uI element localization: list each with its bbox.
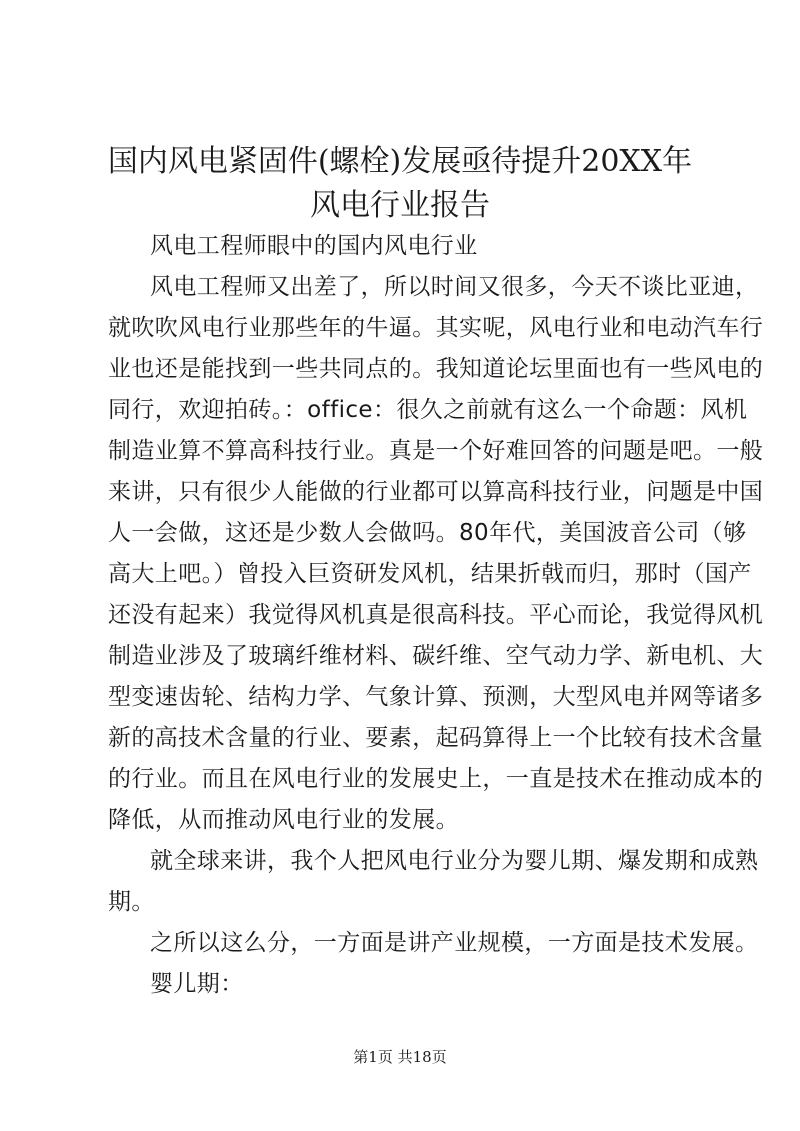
body-line: 型变速齿轮、结构力学、气象计算、预测，大型风电并网等诸多 [108,684,764,710]
body-line: 风电工程师又出差了，所以时间又很多，今天不谈比亚迪， [150,274,759,300]
body-line: 的行业。而且在风电行业的发展史上，一直是技术在推动成本的 [108,766,764,792]
body-line: 之所以这么分，一方面是讲产业规模，一方面是技术发展。 [150,930,759,956]
body-line: 就吹吹风电行业那些年的牛逼。其实呢，风电行业和电动汽车行 [108,315,764,341]
body-line: 就全球来讲，我个人把风电行业分为婴儿期、爆发期和成熟 [150,848,759,874]
page-number-footer: 第1页 共18页 [353,1048,447,1066]
body-line: 人一会做，这还是少数人会做吗。80年代，美国波音公司（够 [108,520,747,546]
body-line: 降低，从而推动风电行业的发展。 [108,807,459,833]
document-title-line-1: 国内风电紧固件(螺栓)发展亟待提升20XX年 [107,144,693,179]
body-line: 制造业涉及了玻璃纤维材料、碳纤维、空气动力学、新电机、大 [108,643,764,669]
body-line: 期。 [108,889,155,915]
document-title-line-2: 风电行业报告 [310,188,490,223]
body-line: 高大上吧。）曾投入巨资研发风机，结果折戟而归，那时（国产 [108,561,752,587]
body-line: 来讲，只有很少人能做的行业都可以算高科技行业，问题是中国 [108,479,764,505]
body-line: 风电工程师眼中的国内风电行业 [150,233,478,259]
body-line: 婴儿期： [150,971,244,997]
body-line: 新的高技术含量的行业、要素，起码算得上一个比较有技术含量 [108,725,764,751]
body-line: 还没有起来）我觉得风机真是很高科技。平心而论，我觉得风机 [108,602,764,628]
body-line: 同行，欢迎拍砖。：office：很久之前就有这么一个命题：风机 [108,397,748,423]
body-line: 业也还是能找到一些共同点的。我知道论坛里面也有一些风电的 [108,356,764,382]
body-line: 制造业算不算高科技行业。真是一个好难回答的问题是吧。一般 [108,438,764,464]
